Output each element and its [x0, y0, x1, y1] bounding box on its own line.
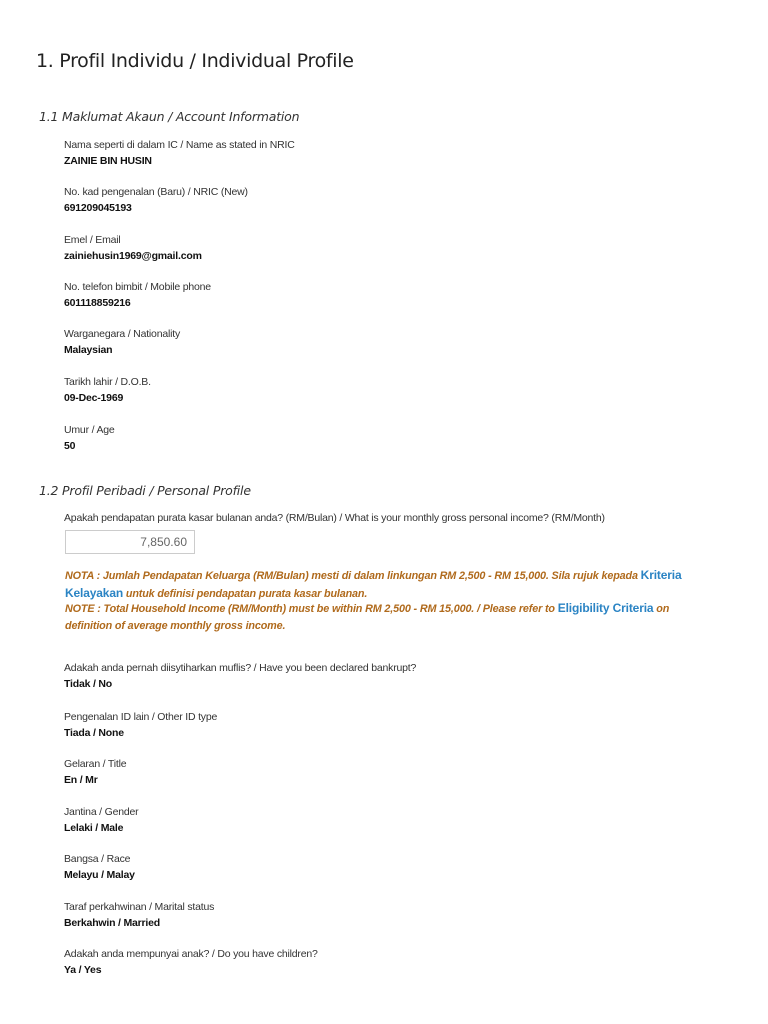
field-value: Ya / Yes [64, 964, 102, 976]
field-value: En / Mr [64, 774, 98, 786]
kriteria-kelayakan-link[interactable]: Kriteria Kelayakan [65, 568, 682, 600]
field-label: No. kad pengenalan (Baru) / NRIC (New) [64, 186, 248, 198]
field-label: Gelaran / Title [64, 758, 127, 770]
field-label: No. telefon bimbit / Mobile phone [64, 281, 211, 293]
field-email [64, 234, 202, 263]
field-label: Taraf perkahwinan / Marital status [64, 901, 215, 913]
note-text: NOTA : Jumlah Pendapatan Keluarga (RM/Bulan) mesti di dalam linkungan RM 2,500 - RM 15,000. Sila rujuk kepada [65, 570, 641, 582]
field-value: zainiehusin1969@gmail.com [64, 250, 202, 262]
personal-section-title: 1.2 Profil Peribadi / Personal Profile [39, 483, 251, 498]
field-value: Tiada / None [64, 727, 124, 739]
note-text: on definition of average monthly gross income. [65, 603, 670, 632]
field-dob [64, 376, 151, 405]
income-label: Apakah pendapatan purata kasar bulanan anda? (RM/Bulan) / What is your monthly gross personal income? (RM/Month) [64, 512, 605, 524]
field-label: Pengenalan ID lain / Other ID type [64, 711, 218, 723]
field-title [64, 758, 126, 787]
eligibility-criteria-link[interactable]: Eligibility Criteria [557, 601, 654, 615]
field-label: Adakah anda pernah diisytiharkan muflis? / Have you been declared bankrupt? [64, 662, 417, 674]
field-label: Jantina / Gender [64, 806, 139, 818]
field-label: Warganegara / Nationality [64, 328, 181, 340]
field-gender [64, 806, 138, 835]
field-marital-status [64, 901, 214, 930]
field-value: 50 [64, 440, 76, 452]
field-nationality [64, 328, 180, 357]
field-label: Nama seperti di dalam IC / Name as stated in NRIC [64, 139, 295, 151]
field-value: 601118859216 [64, 297, 131, 309]
field-label: Bangsa / Race [64, 853, 131, 865]
note-malay [65, 567, 715, 602]
field-label: Tarikh lahir / D.O.B. [64, 376, 151, 388]
field-value: Melayu / Malay [64, 869, 135, 881]
field-value: 09-Dec-1969 [64, 392, 124, 404]
field-label: Umur / Age [64, 424, 115, 436]
field-other-id [64, 711, 217, 740]
field-name [64, 139, 295, 168]
field-value: Berkahwin / Married [64, 917, 160, 929]
field-mobile [64, 281, 211, 310]
field-race [64, 853, 135, 882]
field-value: Malaysian [64, 344, 113, 356]
note-text: NOTE : Total Household Income (RM/Month) must be within RM 2,500 - RM 15,000. / Please refer to [65, 603, 558, 615]
field-nric [64, 186, 248, 215]
field-age [64, 424, 115, 453]
field-label: Adakah anda mempunyai anak? / Do you have children? [64, 948, 318, 960]
note-text: untuk definisi pendapatan purata kasar bulanan. [123, 587, 368, 600]
field-bankrupt [64, 662, 416, 691]
field-value: ZAINIE BIN HUSIN [64, 155, 152, 167]
field-children [64, 948, 318, 977]
field-label: Emel / Email [64, 234, 121, 246]
field-value: 691209045193 [64, 202, 132, 214]
income-input[interactable]: 7,850.60 [65, 530, 195, 554]
field-value: Lelaki / Male [64, 822, 124, 834]
account-section-title: 1.1 Maklumat Akaun / Account Information [39, 109, 300, 124]
note-english [65, 600, 715, 634]
field-value: Tidak / No [64, 678, 112, 690]
page-title: 1. Profil Individu / Individual Profile [36, 50, 354, 72]
